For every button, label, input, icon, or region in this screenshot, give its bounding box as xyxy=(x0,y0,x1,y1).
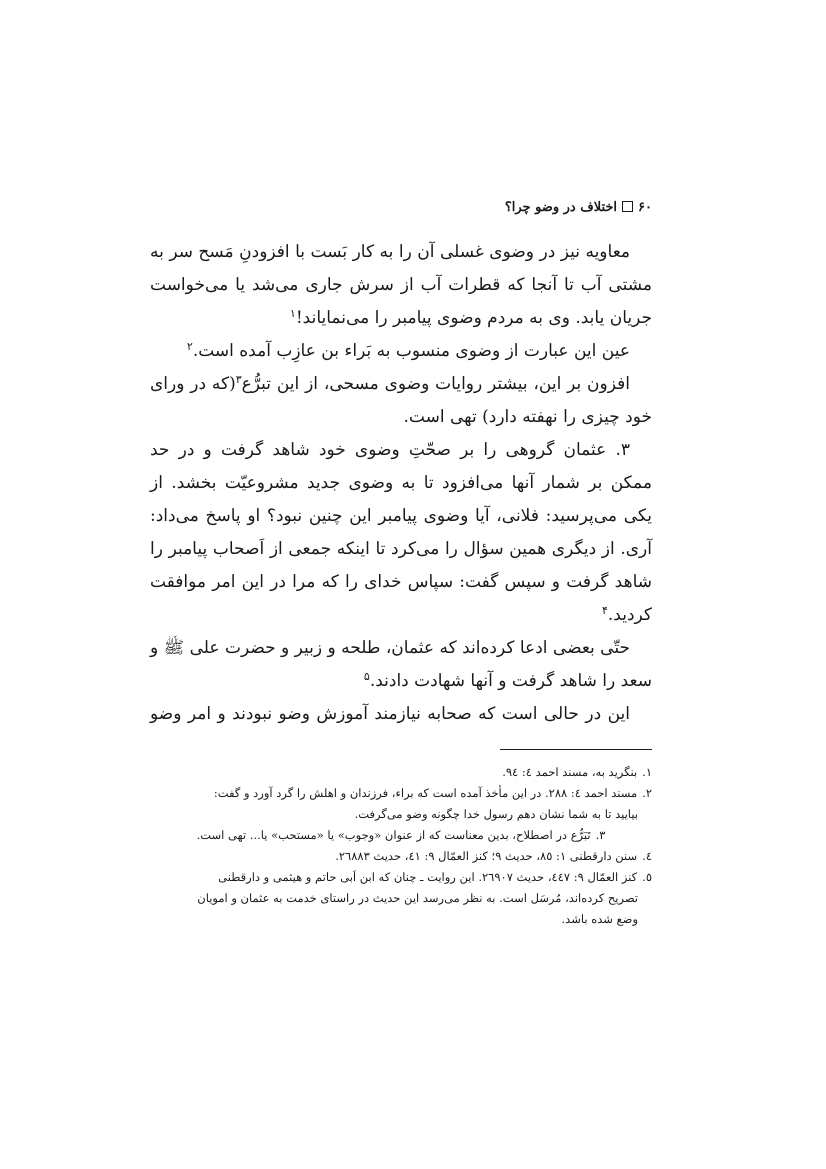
footnote-5-continued xyxy=(150,909,652,930)
paragraph-text: افزون بر این، بیشتر روایات وضوی مسحی، از این تبرُّع xyxy=(241,374,630,394)
footnote-1 xyxy=(150,762,652,783)
paragraph-text: معاویه نیز در وضوی غسلی آن را به کار بَست با افزودنِ مَسح سر به مشتی آب تا آنجا که قطرات آب از سرش جاری می‌شد یا می‌خواست جریان یابد. وی به مردم وضوی پیامبر را می‌نمایاند! xyxy=(150,242,652,328)
footnote-3 xyxy=(150,825,652,846)
footnote-text: تصریح کرده‌اند، مُرسَل است. به نظر می‌رسد این حدیث در راستای خدمت به عثمان و امویان xyxy=(197,891,638,905)
footnote-number: ٤. xyxy=(642,849,652,863)
paragraph-4 xyxy=(150,434,652,632)
paragraph-1 xyxy=(150,236,652,335)
footnote-separator xyxy=(500,749,652,750)
footnote-4 xyxy=(150,846,652,867)
footnote-number: ۲. xyxy=(642,786,652,800)
footnote-text: تَبَرُّع در اصطلاح، بدین معناست که از عنوان «وجوب» یا «مستحب» یا... تهی است. xyxy=(196,828,591,842)
footnote-ref: ۵ xyxy=(363,670,370,683)
paragraph-2 xyxy=(150,335,652,368)
footnote-ref: ۴ xyxy=(601,604,608,617)
footnote-ref: ۲ xyxy=(186,340,193,353)
paragraph-5 xyxy=(150,632,652,698)
footnote-text: کنز العمّال ٩: ٤٤٧، حدیث ٢٦٩٠٧. این روایت ـ چنان که ابن اَبی حاتم و هیثمی و دارقطنی xyxy=(218,870,638,884)
footnote-text: بیایید تا به شما نشان دهم رسول خدا چگونه وضو می‌گرفت. xyxy=(354,807,638,821)
paragraph-text-tail: (که در ورای خود چیزی را نهفته دارد) تهی است. xyxy=(150,374,652,427)
paragraph-text: این در حالی است که صحابه نیازمند آموزش وضو نبودند و امر وضو xyxy=(150,704,630,724)
paragraph-text: عین این عبارت از وضوی منسوب به بَراء بن عازِب آمده است. xyxy=(192,341,630,361)
running-title: اختلاف در وضو چرا؟ xyxy=(504,200,618,215)
footnote-2 xyxy=(150,783,652,804)
footnote-2-continued xyxy=(150,804,652,825)
book-page xyxy=(150,0,652,1169)
footnote-number: ٥. xyxy=(642,870,652,884)
footnote-number: ۳. xyxy=(595,828,606,842)
footnote-text: مسند احمد ٤: ٢٨٨. در این مأخذ آمده است که براء، فرزندان و اهلش را گرد آورد و گفت: xyxy=(213,786,638,800)
paragraph-text: حتّی بعضی ادعا کرده‌اند که عثمان، طلحه و زبیر و حضرت علی ﷺ و سعد را شاهد گرفت و آنها شهادت دادند. xyxy=(150,638,652,691)
footnote-ref: ۱ xyxy=(289,307,296,320)
footnote-5 xyxy=(150,867,652,888)
running-head xyxy=(150,198,652,218)
square-ornament-icon xyxy=(622,201,633,212)
paragraph-6 xyxy=(150,698,652,731)
footnote-5-continued xyxy=(150,888,652,909)
paragraph-text: ۳. عثمان گروهی را بر صحّتِ وضوی خود شاهد گرفت و در حد ممکن بر شمار آنها می‌افزود تا به وضوی جدید مشروعیّت بخشد. از یکی می‌پرسید: فلانی، آیا وضوی پیامبر این چنین نبود؟ او پاسخ می‌داد: آری. از دیگری همین سؤال را می‌کرد تا اینکه جمعی از اَصحاب پیامبر را شاهد گرفت و سپس گفت: سپاس خدای را که مرا در این امر موافقت کردید. xyxy=(150,440,652,625)
footnote-text: بنگرید به، مسند احمد ٤: ٩٤. xyxy=(502,765,638,779)
main-text xyxy=(150,236,652,731)
footnote-text: سنن دارقطنی ۱: ٨٥، حدیث ٩؛ کنز العمّال ٩: ٤١، حدیث ٢٦٨٨٣. xyxy=(335,849,638,863)
page-number: ۶۰ xyxy=(638,200,652,215)
footnote-number: ۱. xyxy=(642,765,652,779)
footnotes xyxy=(150,762,652,930)
footnote-text: وضع شده باشد. xyxy=(561,912,638,926)
footnote-ref: ۳ xyxy=(235,373,242,386)
paragraph-3 xyxy=(150,368,652,434)
